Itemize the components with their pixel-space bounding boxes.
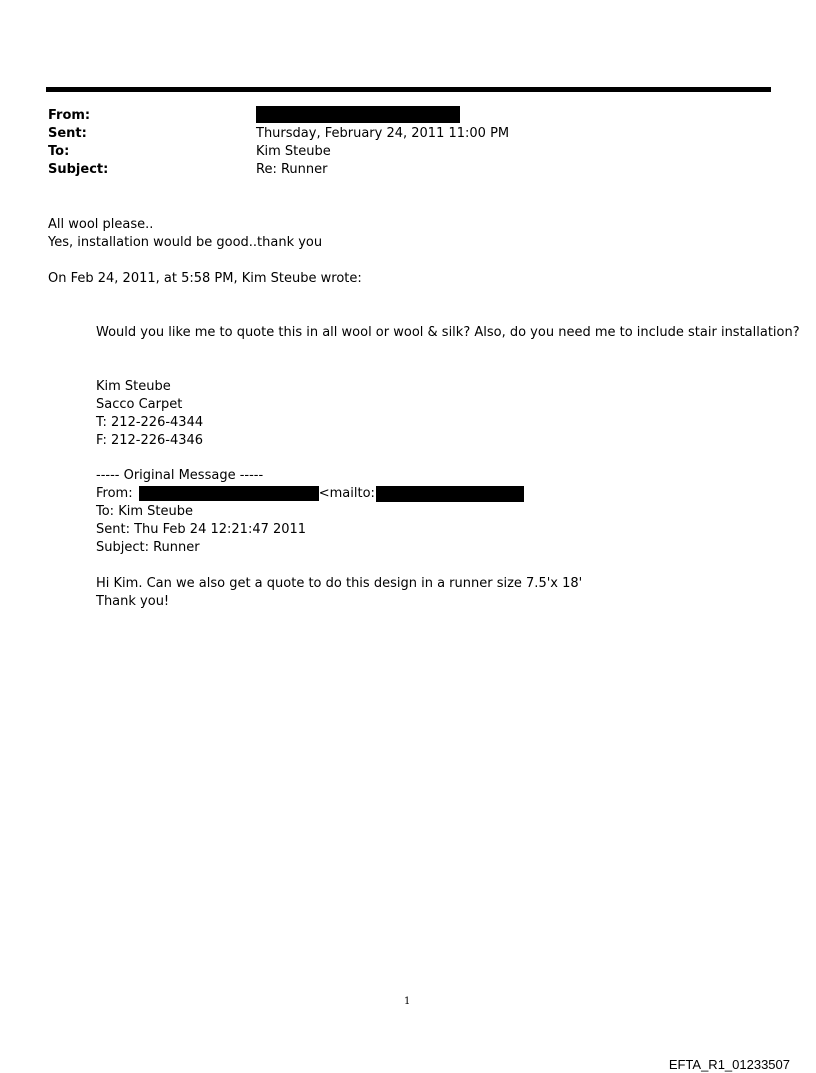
to-value: Kim Steube <box>256 144 331 159</box>
original-body-line-2: Thank you! <box>96 594 170 609</box>
header-rule <box>46 87 771 92</box>
subject-label: Subject: <box>48 162 109 177</box>
original-from-line <box>96 485 524 503</box>
original-to: To: Kim Steube <box>96 504 193 519</box>
sent-label: Sent: <box>48 126 87 141</box>
original-sent: Sent: Thu Feb 24 12:21:47 2011 <box>96 522 307 537</box>
document-id: EFTA_R1_01233507 <box>668 1057 790 1072</box>
quoted-question: Would you like me to quote this in all wool or wool & silk? Also, do you need me to include stair installation? <box>96 325 800 340</box>
reply-line-1: All wool please.. <box>48 217 154 232</box>
signature-name: Kim Steube <box>96 379 171 394</box>
from-label: From: <box>48 108 91 123</box>
subject-value: Re: Runner <box>256 162 328 177</box>
original-subject: Subject: Runner <box>96 540 200 555</box>
sent-value: Thursday, February 24, 2011 11:00 PM <box>256 126 510 141</box>
quote-intro: On Feb 24, 2011, at 5:58 PM, Kim Steube wrote: <box>48 271 362 286</box>
reply-line-2: Yes, installation would be good..thank you <box>48 235 323 250</box>
original-mailto: <mailto: <box>318 486 375 501</box>
from-redaction <box>256 106 460 124</box>
original-body-line-1: Hi Kim. Can we also get a quote to do this design in a runner size 7.5'x 18' <box>96 576 583 591</box>
signature-fax: F: 212-226-4346 <box>96 433 204 448</box>
signature-phone: T: 212-226-4344 <box>96 415 204 430</box>
original-message-header: ----- Original Message ----- <box>96 468 264 483</box>
signature-company: Sacco Carpet <box>96 397 183 412</box>
original-from-label: From: <box>96 486 133 501</box>
original-from-redaction <box>139 486 319 501</box>
to-label: To: <box>48 144 70 159</box>
original-mailto-redaction <box>376 486 524 502</box>
page-number: 1 <box>404 996 411 1007</box>
